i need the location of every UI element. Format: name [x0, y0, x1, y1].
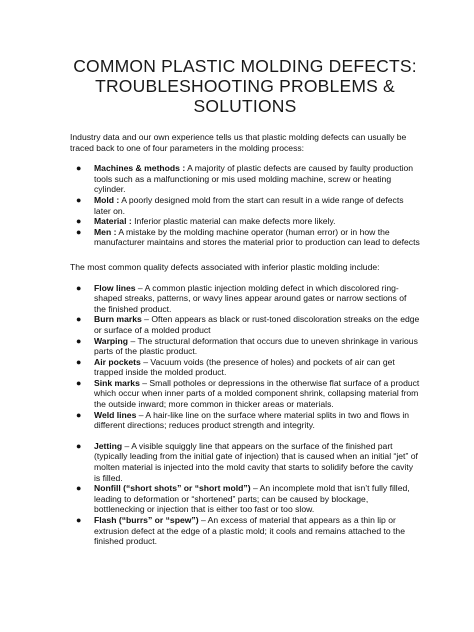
bullet-icon: ●: [76, 314, 82, 325]
page-title: [70, 0, 420, 116]
list-item-desc: – Vacuum voids (the presence of holes) and pockets of air can get trapped inside the molded product.: [94, 356, 395, 378]
list-item-term: Material :: [94, 216, 132, 227]
list-item: [76, 314, 420, 335]
list-item-term: Mold :: [94, 194, 120, 205]
list-item: [76, 409, 420, 431]
list-item-desc: – A visible squiggly line that appears on the surface of the finished part (typically leading from the initial gate of injection) that is caused when an initial “jet” of molten material is injected into the mold cavity that starts to solidify before the cavity is filled.: [94, 440, 418, 483]
parameters-list: [70, 163, 420, 248]
list-item-term: Jetting: [94, 440, 123, 451]
list-item-term: Warping: [94, 335, 129, 346]
list-item-desc: – A common plastic injection molding defect in which discolored ring-shaped streaks, patterns, or wavy lines appear around gates or narrow sections of the finished product.: [94, 282, 407, 314]
bullet-icon: ●: [76, 356, 82, 367]
list-item: [76, 483, 420, 515]
list-item: [76, 335, 420, 357]
list-item: [76, 282, 420, 315]
list-item-desc: A mistake by the molding machine operator (human error) or in how the manufacturer maintains and stores the material prior to production can lead to defects: [94, 226, 420, 248]
intro-paragraph: Industry data and our own experience tells us that plastic molding defects can usually be traced back to one of four parameters in the molding process:: [70, 132, 407, 153]
list-item: [76, 194, 420, 216]
list-item-term: Weld lines: [94, 409, 137, 420]
title-line-1: COMMON PLASTIC MOLDING DEFECTS:: [73, 56, 417, 76]
bullet-icon: ●: [76, 226, 82, 237]
list-item: [76, 515, 420, 547]
bullet-icon: ●: [76, 216, 82, 227]
list-item-term: Flash (“burrs” or “spew”): [94, 515, 199, 525]
list-item: [76, 226, 420, 248]
bullet-icon: ●: [76, 163, 82, 174]
list-item-term: Men :: [94, 226, 117, 237]
list-item-term: Nonfill (“short shots” or “short mold”): [94, 483, 251, 494]
bullet-icon: ●: [76, 282, 82, 293]
list-item-term: Machines & methods :: [94, 163, 186, 174]
list-item-desc: A majority of plastic defects are caused by faulty production tools such as a malfunctioning or mis used molding machine, screw or heating cylinder.: [94, 163, 414, 195]
list-item-term: Sink marks: [94, 377, 140, 388]
list-item-desc: – A hair-like line on the surface where material splits in two and flows in different directions; reduces product strength and integrity.: [94, 409, 410, 431]
list-item: [76, 356, 420, 378]
bullet-icon: ●: [76, 409, 82, 420]
title-line-3: SOLUTIONS: [193, 96, 297, 116]
list-item-desc: A poorly designed mold from the start can result in a wide range of defects later on.: [94, 194, 404, 216]
list-item-term: Flow lines: [94, 282, 136, 293]
list-item-desc: – An incomplete mold that isn’t fully filled, leading to deformation or “shortened” parts; can be caused by blockage, bottlenecking or injection that is either too fast or too slow.: [94, 483, 410, 515]
bullet-icon: ●: [76, 335, 82, 346]
list-item: [76, 216, 420, 227]
title-line-2: TROUBLESHOOTING PROBLEMS &: [95, 76, 395, 96]
bullet-icon: ●: [76, 194, 82, 205]
defects-list: [70, 283, 420, 547]
bullet-icon: ●: [76, 483, 82, 494]
list-item-term: Air pockets: [94, 356, 141, 367]
list-item-term: Burn marks: [94, 314, 142, 325]
list-item-desc: Inferior plastic material can make defects more likely.: [131, 216, 336, 227]
list-item: [76, 377, 420, 410]
bullet-icon: ●: [76, 515, 82, 525]
list-item-desc: – The structural deformation that occurs due to uneven shrinkage in various parts of the plastic product.: [94, 335, 418, 357]
list-item: [76, 163, 420, 195]
bullet-icon: ●: [76, 377, 82, 388]
defects-intro-paragraph: The most common quality defects associated with inferior plastic molding include:: [70, 261, 380, 272]
list-item-desc: – Often appears as black or rust-toned discoloration streaks on the edge or surface of a molded product: [94, 314, 420, 335]
list-item-desc: – Small potholes or depressions in the otherwise flat surface of a product which occur when inner parts of a molded component shrink, collapsing material from the outside inward; more common in thicker areas or materials.: [94, 377, 420, 410]
list-item: [76, 440, 420, 483]
bullet-icon: ●: [76, 440, 82, 451]
list-item-desc: – An excess of material that appears as a thin lip or extrusion defect at the edge of a plastic mold; it cools and remains attached to the finished product.: [94, 515, 405, 547]
